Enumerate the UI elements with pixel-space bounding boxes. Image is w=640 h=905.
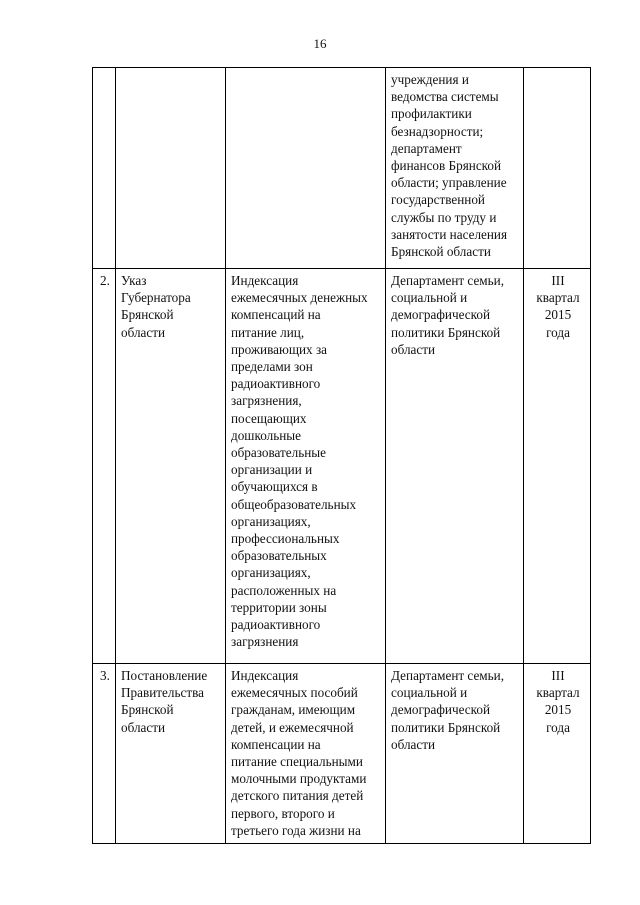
row-number-cell [93,664,116,844]
document-name: Указ Губернатора Брянской области [121,273,191,340]
measure-cell [226,664,386,844]
term-cell [524,664,591,844]
table-row [93,68,591,269]
measure-cell [226,68,386,269]
measure-text: Индексация ежемесячных пособий гражданам, имеющим детей, и ежемесячной компенсации на питание специальными молочными продуктами детского питания детей первого, второго и третьего года жизни на [231,668,367,838]
executor-text: учреждения и ведомства системы профилактики безнадзорности; департамент финансов Брянской области; управление государственной службы по труду и занятости населения Брянской области [391,72,508,260]
executor-cell [386,269,524,664]
row-number: 2. [100,273,110,288]
executor-text: Департамент семьи, социальной и демографической политики Брянской области [391,273,505,357]
term-cell [524,68,591,269]
table-row [93,664,591,844]
measure-text: Индексация ежемесячных денежных компенсаций на питание лиц, проживающих за пределами зон радиоактивного загрязнения, посещающих дошкольные образовательные организации и обучающихся в общеобразовательных организациях, профессиональных образовательных организациях, расположенных на территории зоны радиоактивного загрязнения [231,273,368,650]
row-number-cell [93,68,116,269]
executor-cell [386,664,524,844]
term-text: III квартал 2015 года [536,273,580,340]
document-cell [116,664,226,844]
document-cell [116,68,226,269]
term-text: III квартал 2015 года [536,668,580,735]
measures-table [92,67,591,844]
executor-text: Департамент семьи, социальной и демографической политики Брянской области [391,668,505,752]
page-number: 16 [313,36,327,51]
row-number-cell [93,269,116,664]
row-number: 3. [100,668,110,683]
measure-cell [226,269,386,664]
document-cell [116,269,226,664]
document-name: Постановление Правительства Брянской области [121,668,208,735]
term-cell [524,269,591,664]
executor-cell [386,68,524,269]
table-row [93,269,591,664]
